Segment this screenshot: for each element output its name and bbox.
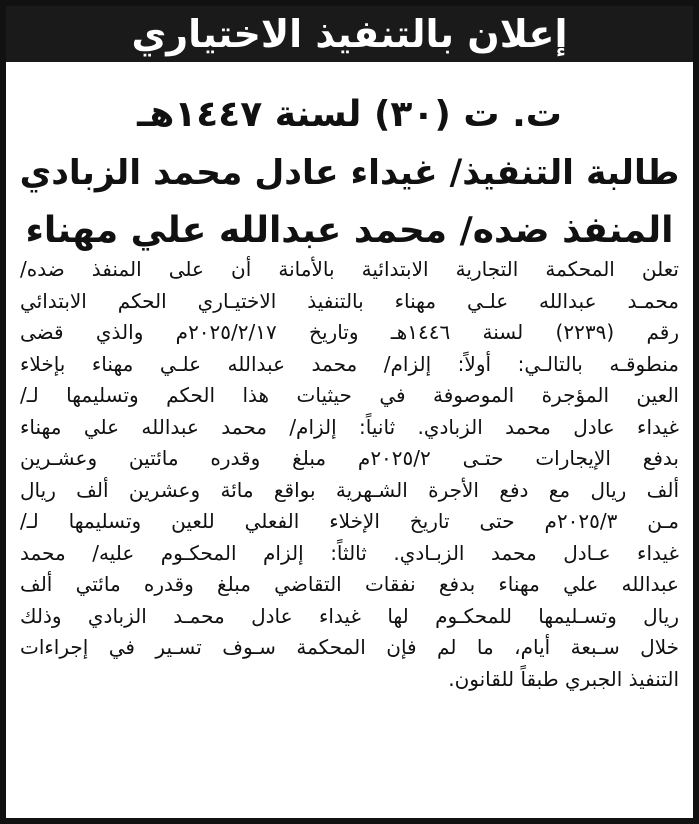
body-line: العين المؤجرة الموصوفة في حيثيات هذا الحكم وتسليمها لـ/ <box>20 383 679 407</box>
body-line: رقم (٢٢٣٩) لسنة ١٤٤٦هـ وتاريخ ٢٠٢٥/٢/١٧م والذي قضى <box>20 320 679 344</box>
body-line: مـن ٢٠٢٥/٣م حتى تاريخ الإخلاء الفعلي للعين وتسليمها لـ/ <box>20 509 680 533</box>
applicant-line: طالبة التنفيذ/ غيداء عادل محمد الزبادي <box>19 153 680 193</box>
body-line: تعلن المحكمة التجارية الابتدائية بالأمانة أن على المنفذ ضده/ <box>20 257 679 281</box>
body-line: غيداء عـادل محمد الزبـادي. ثالثاً: إلزام المحكـوم عليه/ محمد <box>20 540 679 565</box>
respondent-line: المنفذ ضده/ محمد عبدالله علي مهناء <box>25 210 674 251</box>
case-number: ت. ت (٣٠) لسنة ١٤٤٧هـ <box>137 94 562 135</box>
body-line: ريال وتسـليمها للمحكـوم لها غيداء عادل محمـد الزبادي وذلك <box>20 603 679 628</box>
body-line: ألف ريال مع دفع الأجرة الشـهرية بواقع مائة وعشرين ألف ريال <box>20 477 679 502</box>
body-line: غيداء عادل محمد الزبادي. ثانياً: إلزام/ محمد عبدالله علي مهناء <box>20 414 679 439</box>
notice-headlines <box>16 86 683 260</box>
body-line: التنفيذ الجبري طبقاً للقانون. <box>448 666 679 691</box>
notice-body <box>20 254 679 695</box>
body-line: منطوقـه بالتالـي: أولاً: إلزام/ محمد عبدالله علـي مهناء بإخلاء <box>20 351 679 376</box>
body-line: بدفع الإيجارات حتـى ٢٠٢٥/٢م مبلغ وقدره مائتين وعشـرين <box>20 446 679 470</box>
body-line: محمـد عبدالله علـي مهناء بالتنفيذ الاختيـاري الحكم الابتدائي <box>20 288 679 313</box>
body-line: خلال سـبعة أيام، ما لم فإن المحكمة سـوف تسـير في إجراءات <box>20 635 679 659</box>
notice-title: إعلان بالتنفيذ الاختياري <box>6 6 693 62</box>
body-line: عبدالله علي مهناء بدفع نفقات التقاضي مبلغ وقدره مائتي ألف <box>20 572 679 596</box>
